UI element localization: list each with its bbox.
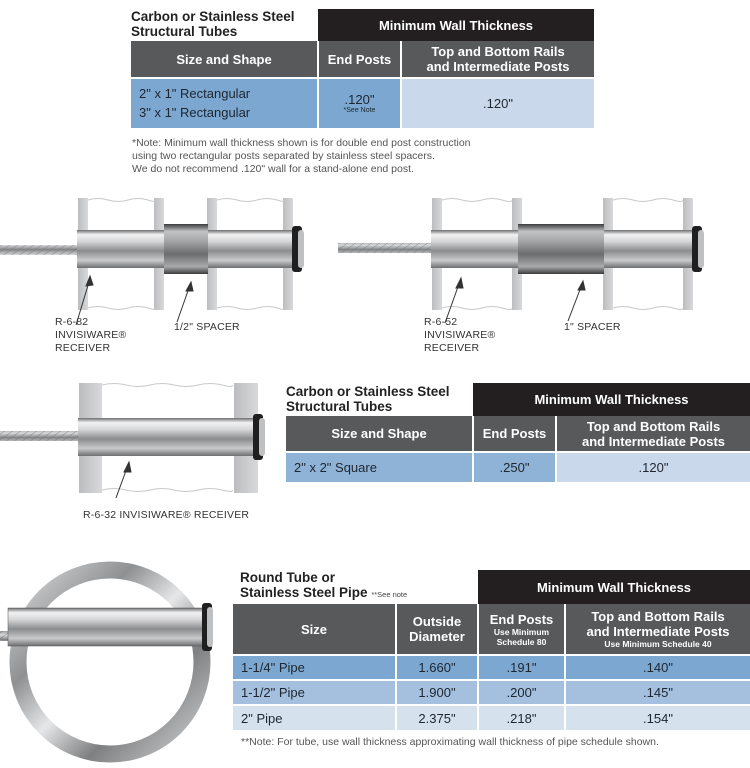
table3-note: **Note: For tube, use wall thickness approximating wall thickness of pipe schedule shown. <box>241 736 659 748</box>
table3-header-rails <box>565 604 750 655</box>
diagram3-receiver-label: R-6-32 INVISIWARE® RECEIVER <box>83 509 250 521</box>
table3-row2-end-posts: .200" <box>478 680 565 705</box>
table3-header-end-posts-sub2: Schedule 80 <box>496 636 547 647</box>
diagram-square-post <box>0 378 280 498</box>
diagram1-receiver-label <box>55 316 126 355</box>
cable-icon <box>0 431 80 441</box>
table1-note-line2: using two rectangular posts separated by stainless steel spacers. <box>132 150 435 162</box>
table1-end-posts-value <box>318 78 401 128</box>
table2-header-size-shape: Size and Shape <box>286 416 473 452</box>
table3-group-header: Minimum Wall Thickness <box>478 570 750 604</box>
table1-header-size-shape: Size and Shape <box>131 41 318 78</box>
table3-row2-od: 1.900" <box>396 680 478 705</box>
table-row <box>233 655 750 680</box>
table3-header-rails-sub: Use Minimum Schedule 40 <box>604 639 712 649</box>
table3-row3-size: 2" Pipe <box>233 705 396 730</box>
table3-title <box>233 570 478 604</box>
table1-header-rails <box>401 41 594 78</box>
table2-title-line1: Carbon or Stainless Steel <box>286 384 450 399</box>
table2-group-header: Minimum Wall Thickness <box>473 383 750 416</box>
table3-header-end-posts <box>478 604 565 655</box>
table1-header-rails-line2: and Intermediate Posts <box>426 59 570 74</box>
table-row <box>286 452 750 482</box>
receiver-tube-icon <box>8 608 204 646</box>
table-square-tubes <box>286 383 750 482</box>
table3-row1-rails: .140" <box>565 655 750 680</box>
table2-title-line2: Structural Tubes <box>286 399 393 414</box>
table2-row1-rails: .120" <box>556 452 750 482</box>
receiver-tube-icon <box>78 418 256 456</box>
table-row <box>233 680 750 705</box>
table-row <box>233 705 750 730</box>
table3-header-end-posts-sub1: Use Minimum <box>493 626 550 637</box>
table3-row3-rails: .154" <box>565 705 750 730</box>
table3-row2-rails: .145" <box>565 680 750 705</box>
table3-header-rails-line1: Top and Bottom Rails <box>591 609 725 624</box>
table1-title <box>131 9 318 41</box>
table2-header-rails <box>556 416 750 452</box>
diagram1-receiver-type: RECEIVER <box>55 342 111 354</box>
table1-row1-size: 2" x 1" Rectangular <box>131 78 318 103</box>
cable-icon <box>338 243 433 253</box>
table1-note <box>132 137 471 176</box>
table3-see-note: **See note <box>371 590 408 599</box>
table1-note-line3: We do not recommend .120" wall for a stand-alone end post. <box>132 163 414 175</box>
table-round-pipe <box>233 570 750 730</box>
cable-icon <box>0 245 80 255</box>
table3-header-end-posts-label: End Posts <box>489 611 554 627</box>
table1-header-rails-line1: Top and Bottom Rails <box>431 44 565 59</box>
table2-row1-end-posts: .250" <box>473 452 556 482</box>
table3-row1-size: 1-1/4" Pipe <box>233 655 396 680</box>
table1-group-header: Minimum Wall Thickness <box>318 9 594 41</box>
pointer-arrow-icon <box>113 462 131 498</box>
diagram2-receiver-model: R-6-52 <box>424 316 458 328</box>
table1-end-posts-number: .120" <box>344 92 375 107</box>
table1-rails-value: .120" <box>401 78 594 128</box>
table1-row2-size: 3" x 1" Rectangular <box>131 103 318 128</box>
table2-header-end-posts: End Posts <box>473 416 556 452</box>
table3-row1-end-posts: .191" <box>478 655 565 680</box>
table1-note-line1: *Note: Minimum wall thickness shown is for double end post construction <box>132 137 471 149</box>
table3-header-rails-line2: and Intermediate Posts <box>586 624 730 639</box>
diagram2-receiver-brand: INVISIWARE® <box>424 329 496 341</box>
table2-header-rails-line2: and Intermediate Posts <box>581 433 726 449</box>
diagram1-spacer-label: 1/2" SPACER <box>174 321 240 333</box>
table1-title-line1: Carbon or Stainless Steel <box>131 9 295 24</box>
table3-row3-end-posts: .218" <box>478 705 565 730</box>
spacer-icon <box>164 224 208 274</box>
diagram1-receiver-brand: INVISIWARE® <box>55 329 127 341</box>
table3-row1-od: 1.660" <box>396 655 478 680</box>
table3-header-od-line1: Outside <box>412 614 462 629</box>
table3-header-od-line2: Diameter <box>409 629 465 644</box>
diagram2-spacer-label: 1" SPACER <box>564 321 621 333</box>
table-rectangular-tubes <box>131 9 594 128</box>
diagram-round-pipe <box>0 560 230 768</box>
diagram-double-post-one-inch-spacer <box>335 190 750 370</box>
table1-end-posts-note: *See Note <box>343 107 376 114</box>
diagram2-receiver-label <box>424 316 495 355</box>
diagram-double-post-half-inch-spacer <box>0 190 330 370</box>
table1-header-end-posts: End Posts <box>318 41 401 78</box>
diagram1-receiver-model: R-6-82 <box>55 316 89 328</box>
spacer-icon <box>518 224 604 274</box>
table2-header-rails-line1: Top and Bottom Rails <box>586 418 721 434</box>
table3-header-size: Size <box>233 604 396 655</box>
table3-title-line2: Stainless Steel Pipe <box>240 585 368 600</box>
diagram2-receiver-type: RECEIVER <box>424 342 480 354</box>
table3-header-outside-diameter <box>396 604 478 655</box>
table3-row3-od: 2.375" <box>396 705 478 730</box>
table1-title-line2: Structural Tubes <box>131 24 238 39</box>
table3-row2-size: 1-1/2" Pipe <box>233 680 396 705</box>
pipe-ring-icon <box>18 570 202 754</box>
table3-title-line1: Round Tube or <box>240 570 335 585</box>
table2-row1-size: 2" x 2" Square <box>286 452 473 482</box>
table2-title <box>286 383 473 416</box>
